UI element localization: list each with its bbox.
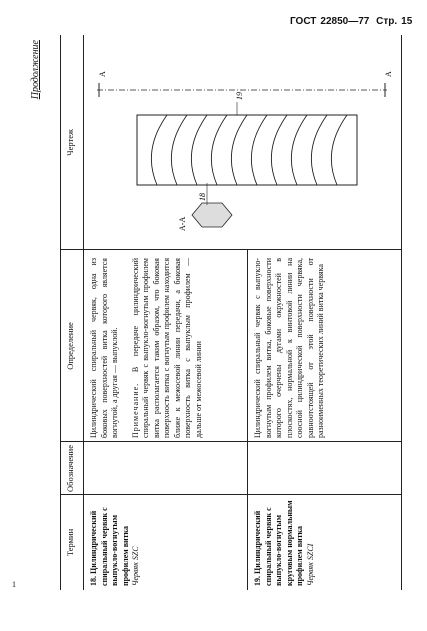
- worm-drawing: [87, 40, 397, 245]
- note-text: В передаче цилиндрический спиральный червяк с выпукло-вогнутым профилем витка располагается таким образом, что боковая поверхность витка с вогнутым профилем находится ближе к межосевой линии передачи, а боковая поверхность витка с выпуклым профилем — дальше от межосевой линии: [130, 257, 203, 438]
- standard-label: ГОСТ: [290, 16, 317, 27]
- note-block: [131, 258, 205, 438]
- definition-text: Цилиндрический спиральный червяк с выпукло-вогнутым профилем витка, боковые поверхности которого очерчены дугами окружностей в плоскостях, нормальной к винтовой линии на соосной цилиндрической поверхности червяка, равноотстоящей от этой поверхности от разноименных теоретических линий витка червяка: [253, 258, 325, 438]
- page-number: 15: [401, 16, 413, 27]
- column-header-term: Термин: [65, 528, 75, 557]
- term-table: [60, 35, 402, 590]
- column-divider: [61, 249, 401, 250]
- page-header: [290, 16, 420, 32]
- section-letter: А: [384, 71, 393, 77]
- term-name: 18. Цилиндрический спиральный червяк с выпукло-вогнутым профилем витка: [89, 507, 130, 586]
- row-separator: [247, 250, 248, 590]
- term-cell: [89, 498, 142, 586]
- definition-text: Цилиндрический спиральный червяк, одна из боковых поверхностей витка которого является вогнутой, а другая — выпуклой.: [89, 258, 119, 438]
- rotated-table-page: [30, 35, 400, 590]
- margin-mark: 1: [12, 580, 16, 589]
- column-header-definition: Определение: [65, 322, 75, 370]
- term-short-name: Червяк SZC: [131, 546, 140, 586]
- column-divider: [61, 494, 401, 495]
- note-heading: Примечание.: [130, 382, 140, 438]
- page-label: Стр.: [376, 16, 398, 27]
- term-name: 19. Цилиндрический спиральный червяк с выпукло-вогнутым круговым нормальным профилем витка: [253, 500, 304, 586]
- worm-body: [137, 115, 357, 185]
- definition-cell: [253, 258, 327, 438]
- term-short-name: Червяк SZCI: [305, 543, 315, 586]
- label-18: 18: [198, 193, 207, 201]
- section-title: А-А: [178, 216, 187, 231]
- continuation-label: Продолжение: [30, 40, 41, 100]
- column-header-drawing: Чертеж: [65, 129, 75, 156]
- label-19: 19: [235, 92, 244, 100]
- column-divider: [61, 441, 401, 442]
- standard-number: 22850—77: [320, 16, 370, 27]
- definition-cell: [89, 258, 204, 438]
- column-header-symbol: Обозначение: [65, 445, 75, 492]
- term-cell: [253, 498, 316, 586]
- worm-threads: [151, 115, 347, 185]
- tooth-profile: [192, 203, 232, 227]
- section-letter: А: [98, 71, 107, 77]
